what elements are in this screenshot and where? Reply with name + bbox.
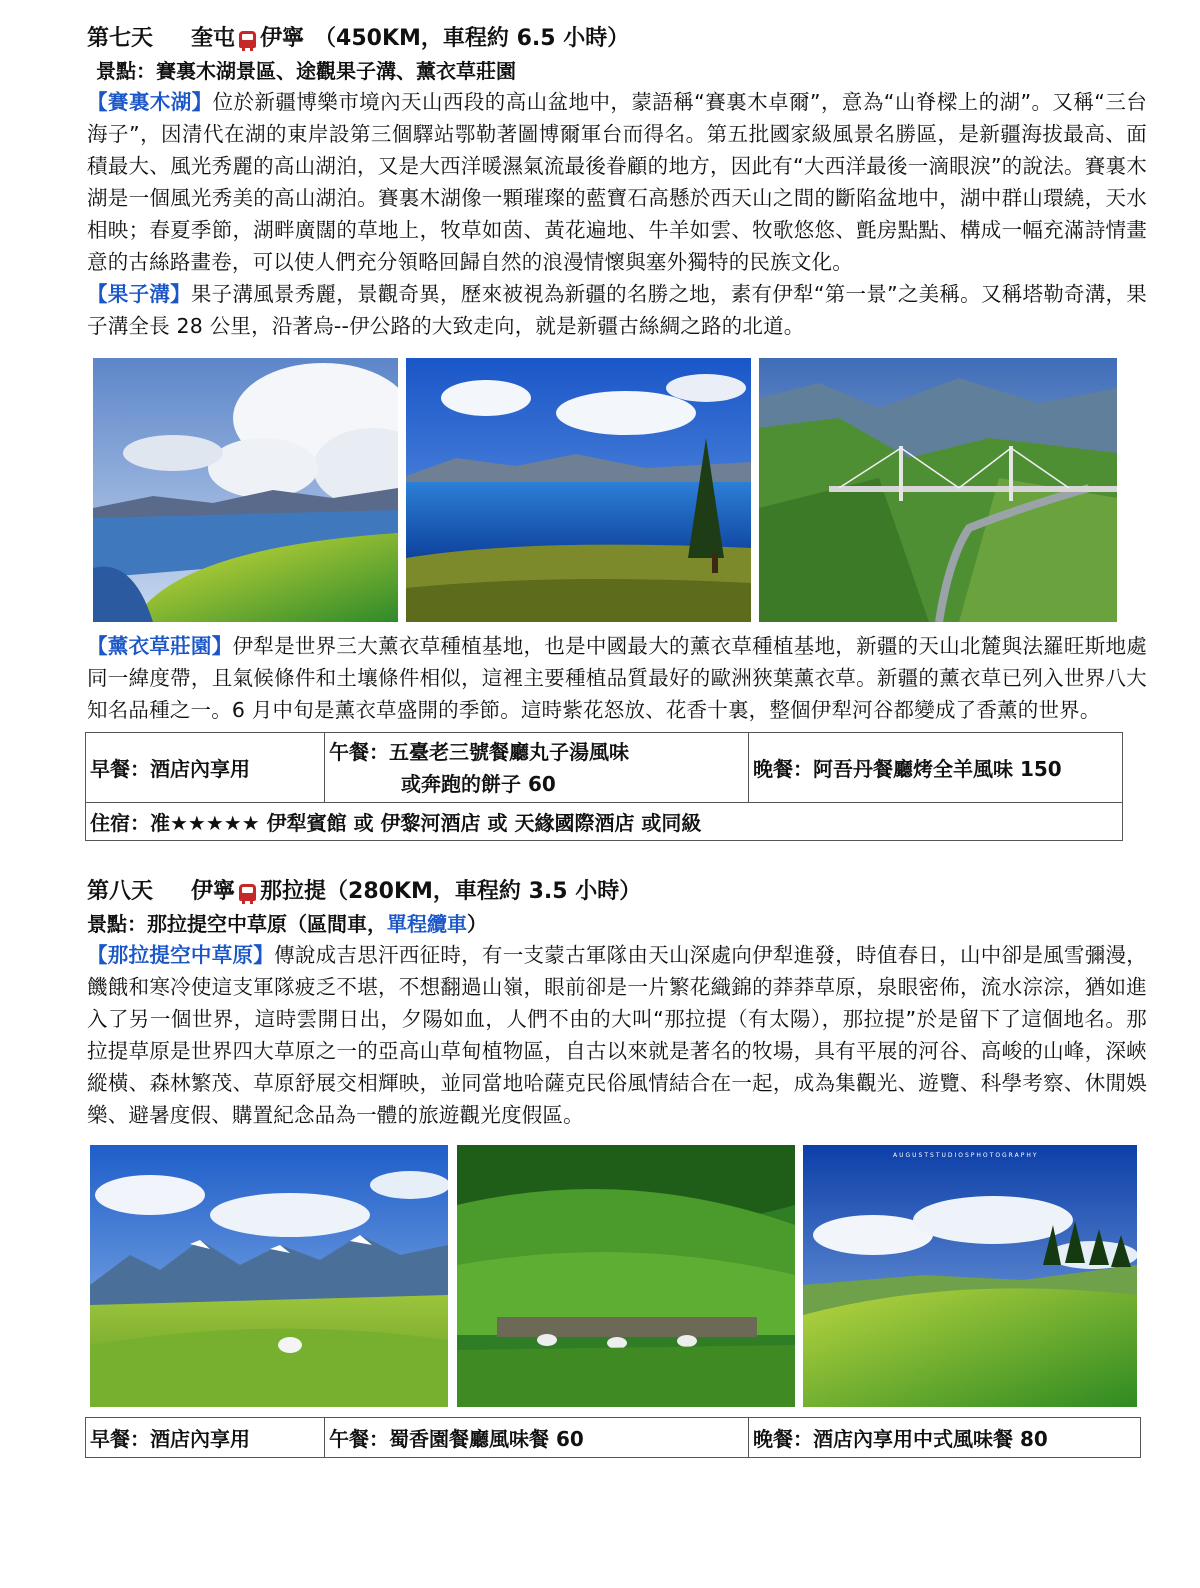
sayram-text: 位於新疆博樂市境內天山西段的高山盆地中，蒙語稱“賽裏木卓爾”，意為“山脊樑上的湖”。又稱“三台海子”，因清代在湖的東岸設第三個驛站鄂勒著圖博爾軍台而得名。第五批國家級風景名勝區，是新疆海拔最高、面積最大、風光秀麗的高山湖泊，又是大西洋暖濕氣流最後眷顧的地方，因此有“大西洋最後一滴眼淚”的說法。賽裏木湖是一個風光秀美的高山湖泊。賽裏木湖像一顆璀璨的藍寶石高懸於西天山之間的斷陷盆地中，湖中群山環繞，天水相映；春夏季節，湖畔廣闊的草地上，牧草如茵、黃花遍地、牛羊如雲、牧歌悠悠、氈房點點、構成一幅充滿詩情畫意的古絲路畫卷，可以使人們充分領略回歸自然的浪漫情懷與塞外獨特的民族文化。	[87, 90, 1148, 274]
day7-lunch	[325, 733, 749, 803]
bus-icon	[239, 31, 256, 48]
day8-spots-prefix: 景點：那拉提空中草原（區間車，	[87, 912, 387, 936]
nalati-grassland-photo	[803, 1145, 1137, 1407]
day8-distance: （280KM，車程約 3.5 小時）	[326, 879, 642, 904]
lake-tree-photo	[406, 358, 751, 622]
day7-meal-table	[85, 732, 1123, 841]
nalati-tag: 【那拉提空中草原】	[87, 943, 275, 967]
bus-icon	[239, 884, 256, 901]
day8-dinner: 晚餐：酒店內享用中式風味餐 80	[749, 1418, 1141, 1458]
day8-spots-suffix: ）	[467, 912, 487, 936]
lavender-tag: 【薰衣草莊園】	[87, 634, 233, 658]
guozi-tag: 【果子溝】	[87, 282, 191, 306]
day7-breakfast: 早餐：酒店內享用	[86, 733, 325, 803]
day8-from: 伊寧	[191, 879, 236, 904]
day7-spots: 景點：賽裏木湖景區、途觀果子溝、薰衣草莊園	[96, 59, 516, 83]
guozi-bridge-photo	[759, 358, 1117, 622]
day8-lunch: 午餐：蜀香園餐廳風味餐 60	[325, 1418, 749, 1458]
guozi-text: 果子溝風景秀麗，景觀奇異，歷來被視為新疆的名勝之地，素有伊犁“第一景”之美稱。又稱塔勒奇溝，果子溝全長 28 公里，沿著烏--伊公路的大致走向，就是新疆古絲綢之路的北道。	[87, 282, 1148, 338]
nalati-text: 傳說成吉思汗西征時，有一支蒙古軍隊由天山深處向伊犁進發，時值春日，山中卻是風雪彌漫，饑餓和寒冷使這支軍隊疲乏不堪，不想翻過山嶺，眼前卻是一片繁花織錦的莽莽草原，泉眼密佈，流水淙淙，猶如進入了另一個世界，這時雲開日出，夕陽如血，人們不由的大叫“那拉提（有太陽），那拉提”於是留下了這個地名。那拉提草原是世界四大草原之一的亞高山草甸植物區，自古以來就是著名的牧場，具有平展的河谷、高峻的山峰，深峽縱橫、森林繁茂、草原舒展交相輝映，並同當地哈薩克民俗風情結合在一起，成為集觀光、遊覽、科學考察、休閒娛樂、避暑度假、購置紀念品為一體的旅遊觀光度假區。	[87, 943, 1147, 1127]
day7-title	[87, 22, 1147, 56]
day8-meal-table	[85, 1417, 1141, 1458]
day8-photo-row	[87, 1145, 1147, 1409]
nalati-valley-photo	[457, 1145, 795, 1407]
day8-title	[87, 875, 1147, 909]
photo-watermark: AUGUSTSTUDIOSPHOTOGRAPHY	[893, 1152, 1039, 1159]
lavender-paragraph	[87, 630, 1147, 726]
day7-distance: （450KM，車程約 6.5 小時）	[314, 26, 630, 51]
day8-breakfast: 早餐：酒店內享用	[86, 1418, 325, 1458]
guozi-paragraph	[87, 278, 1147, 342]
day8-to: 那拉提	[260, 879, 327, 904]
day8-label: 第八天	[87, 879, 154, 904]
day7-label: 第七天	[87, 26, 154, 51]
day7-lunch-line1: 午餐：五臺老三號餐廳丸子湯風味	[329, 739, 629, 764]
nalati-mountain-photo	[90, 1145, 448, 1407]
sayram-lake-photo	[93, 358, 398, 622]
itinerary-page	[87, 22, 1147, 1458]
sayram-tag: 【賽裏木湖】	[87, 90, 213, 114]
day7-lunch-line2: 或奔跑的餅子 60	[401, 771, 556, 796]
day8-spots-highlight: 單程纜車	[387, 912, 467, 936]
day7-dinner: 晚餐：阿吾丹餐廳烤全羊風味 150	[749, 733, 1123, 803]
day7-to: 伊寧	[260, 26, 305, 51]
lavender-text: 伊犁是世界三大薰衣草種植基地，也是中國最大的薰衣草種植基地，新疆的天山北麓與法羅旺斯地處同一緯度帶，且氣候條件和土壤條件相似，這裡主要種植品質最好的歐洲狹葉薰衣草。新疆的薰衣草已列入世界八大知名品種之一。6 月中旬是薰衣草盛開的季節。這時紫花怒放、花香十裏，整個伊犁河谷都變成了香薰的世界。	[87, 634, 1147, 722]
day7-from: 奎屯	[191, 26, 236, 51]
day8-spots	[87, 909, 1147, 939]
sayram-paragraph	[87, 86, 1147, 278]
day7-hotel: 住宿：准★★★★★ 伊犁賓館 或 伊黎河酒店 或 天緣國際酒店 或同級	[86, 803, 1123, 841]
day7-photo-row	[87, 358, 1147, 624]
nalati-paragraph	[87, 939, 1147, 1131]
